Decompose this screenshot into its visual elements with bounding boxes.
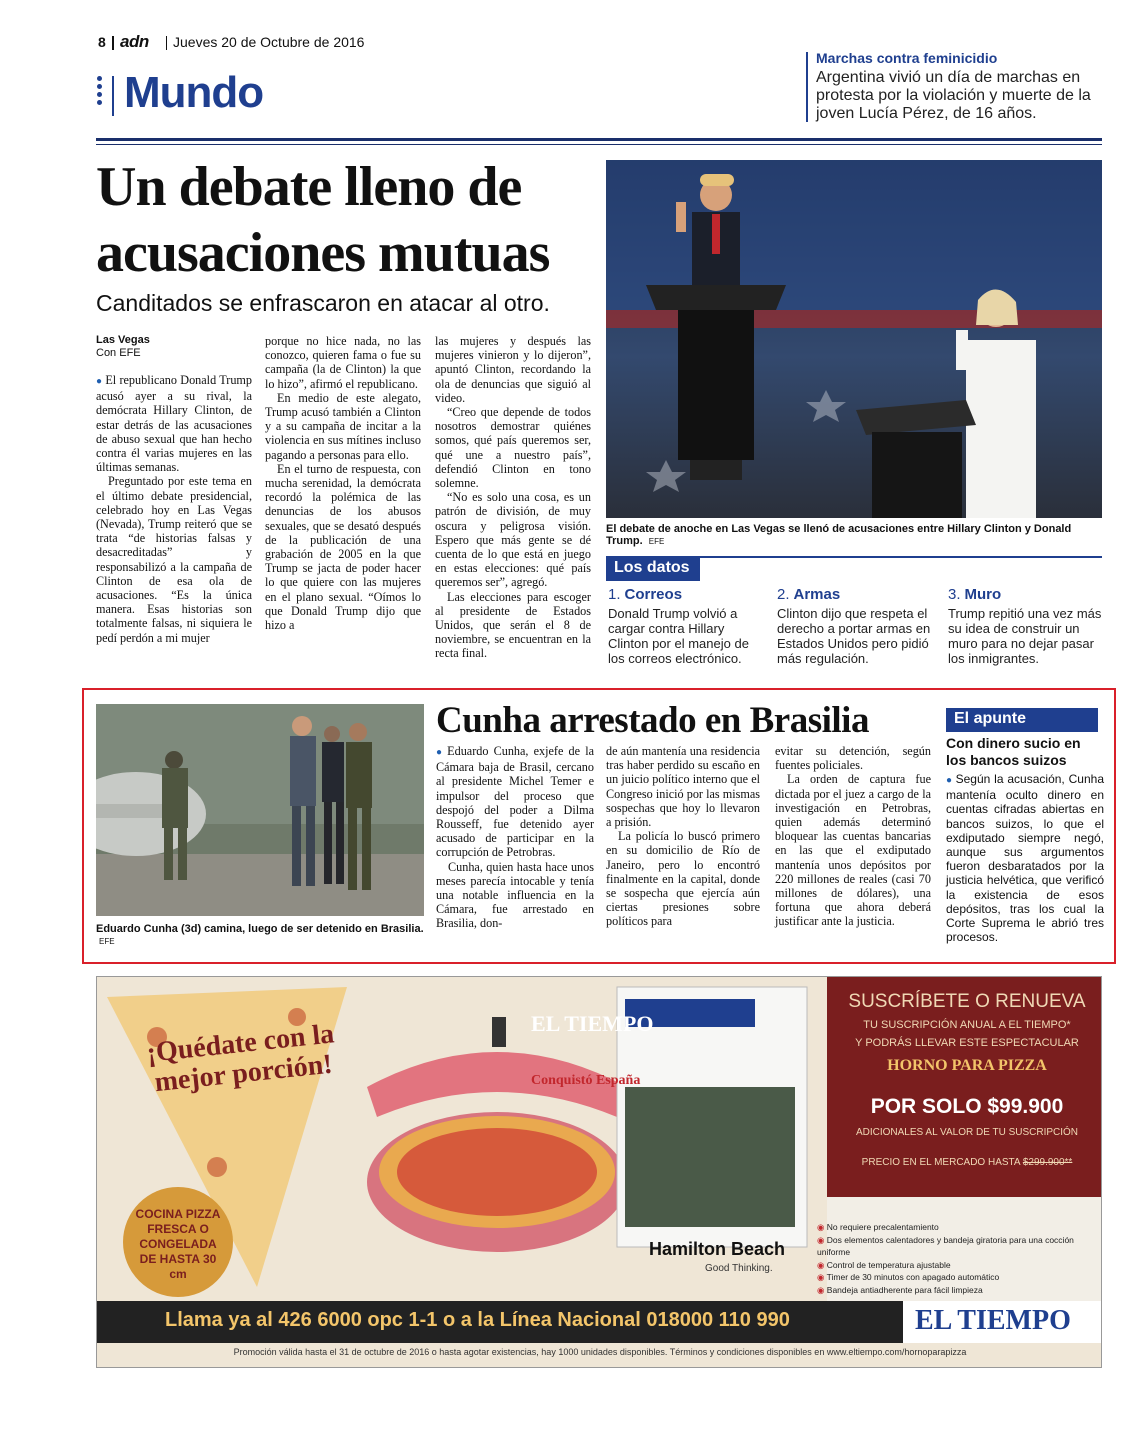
phone-line: Llama ya al 426 6000 opc 1-1 o a la Línea Nacional 018000 110 990 <box>165 1309 790 1331</box>
datos-label: Los datos <box>606 557 700 581</box>
article-column-2 <box>265 334 421 632</box>
product-brand: Hamilton Beach <box>649 1239 786 1259</box>
el-tiempo-logo: EL TIEMPO <box>915 1305 1071 1336</box>
cunha-photo-caption <box>96 923 426 947</box>
dato-number: 3. <box>948 586 961 603</box>
newspaper-masthead: EL TIEMPO <box>531 1011 654 1036</box>
cunha-column-3 <box>775 744 931 929</box>
offer-product: HORNO PARA PIZZA <box>887 1057 1047 1074</box>
paragraph: En el turno de respuesta, con mucha serenidad, la demócrata recordó la polémica de las denuncias de los abusos sexuales, que se desató después de la publicación de una grabación de 2005 en la que Trump se jacta de poder hacer lo que quiere con las mujeres en el plano sexual. “Oímos lo que Donald Trump dijo que hizo a <box>265 461 421 633</box>
headline-line1: Un debate lleno de <box>96 156 522 218</box>
apunte-body: Según la acusación, Cunha mantenía oculto dinero en cuentas cifradas abiertas en bancos suizos, lo que el exdiputado siempre negó, aunque sus argumentos fueron desbaratados por la justicia helvética, que verificó la existencia de esos depósitos, tras los cual la Corte Suprema le abrió tres procesos. <box>946 772 1104 945</box>
dato-title: Armas <box>793 586 841 603</box>
article-column-1 <box>96 373 252 645</box>
paragraph: Preguntado por este tema en el último debate presidencial, celebrado hoy en Las Vegas (Nevada), Trump reiteró que se trata “de historias falsas y desacreditadas” y responsabilizó a la campaña de Clinton de esa ola de acusaciones. “Es la única manera. Esas historias son totalmente falsas, ni siquiera le pedí perdón a mi mujer <box>96 474 252 645</box>
product-tagline: Good Thinking. <box>705 1263 773 1274</box>
section-rule-thin <box>96 144 1102 145</box>
offer-price: POR SOLO $99.900 <box>870 1095 1064 1118</box>
paragraph: La policía lo buscó primero en su domicilio de Río de Janeiro, pero lo encontró finalmente en la capital, donde se sospecha que ejercía aún ciertas presiones sobre políticos para <box>606 829 760 929</box>
caption-text: El debate de anoche en Las Vegas se llenó de acusaciones entre Hillary Clinton y Donald Trump. <box>606 523 1072 547</box>
legal-text: Promoción válida hasta el 31 de octubre de 2016 o hasta agotar existencias, hay 1000 unidades disponibles. Términos y condiciones disponibles en www.eltiempo.com/hornoparapizza <box>233 1347 967 1357</box>
paragraph: La orden de captura fue dictada por el juez a cargo de la investigación en Petrobras, quien además determinó bloquear las cuentas bancarias en las que el exdiputado mantenía unos depósitos por 220 millones de reales (casi 70 millones de dólares), una fortuna que ahora deberá justificar ante la justicia. <box>775 772 931 929</box>
teaser-title: Marchas contra feminicidio <box>816 50 998 66</box>
apunte-title: Con dinero sucio en los bancos suizos <box>946 735 1081 768</box>
feature-item: ◉ Bandeja antiadherente para fácil limpieza <box>817 1284 983 1295</box>
market-price <box>837 1157 1097 1168</box>
cunha-column-2 <box>606 744 760 929</box>
bullet-icon <box>946 772 956 786</box>
cunha-headline: Cunha arrestado en Brasilia <box>436 700 869 741</box>
page-number: 8 <box>98 34 106 50</box>
market-price-value: $299.900** <box>1022 1157 1073 1168</box>
debate-photo <box>606 160 1102 518</box>
divider <box>166 36 167 50</box>
dato-item-1 <box>608 586 764 666</box>
paragraph: evitar su detención, según fuentes policiales. <box>775 744 931 773</box>
apunte-text <box>946 772 1104 944</box>
dato-text: Trump repitió una vez más su idea de construir un muro para no dejar pasar los inmigrantes. <box>948 606 1102 666</box>
ad-badge: COCINA PIZZA FRESCA O CONGELADA DE HASTA 30 cm <box>123 1187 233 1297</box>
market-price-label: PRECIO EN EL MERCADO HASTA <box>861 1157 1021 1168</box>
paragraph: Las elecciones para escoger al presidente de Estados Unidos, que serán el 8 de noviembre, se encuentran en la recta final. <box>435 589 591 661</box>
feature-list <box>817 1221 1097 1297</box>
advertisement <box>96 976 1102 1368</box>
caption-text: Eduardo Cunha (3d) camina, luego de ser detenido en Brasilia. <box>96 923 424 935</box>
feature-item: ◉ No requiere precalentamiento <box>817 1222 939 1232</box>
feature-item: ◉ Dos elementos calentadores y bandeja giratoria para una cocción uniforme <box>817 1234 1074 1258</box>
section-rule <box>96 138 1102 141</box>
dato-title: Muro <box>964 586 1002 603</box>
teaser-rule <box>806 52 808 122</box>
dato-title: Correos <box>624 586 683 603</box>
newspaper-headline: Conquistó España <box>531 1073 641 1088</box>
paragraph: ● Eduardo Cunha, exjefe de la Cámara baja de Brasil, cercano al presidente Michel Temer e impulsor del proceso que despojó del poder a Dilma Rousseff, fue detenido ayer acusado de participar en la corrupción de Petrobras. <box>436 744 594 860</box>
dato-item-2 <box>777 586 935 666</box>
headline-line2: acusaciones mutuas <box>96 222 550 284</box>
paragraph: En medio de este alegato, Trump acusó también a Clinton y a su campaña de incitar a la violencia en sus mítines incluso pagando a personas para ello. <box>265 390 421 462</box>
paragraph: “No es solo una cosa, es un patrón de división, de muy oscura y peligrosa visión. Espero que más gente se dé cuenta de lo que está en juego en estas elecciones: qué país queremos ser”, agregó. <box>435 490 591 590</box>
paragraph: las mujeres y después las mujeres vinieron y lo dijeron”, apuntó Clinton, recordando la ola de denuncias que siguió al video. <box>435 334 591 405</box>
offer-line2: Y PODRÁS LLEVAR ESTE ESPECTACULAR <box>855 1037 1079 1049</box>
teaser-text: Argentina vivió un día de marchas en protesta por la violación y muerte de la joven Lucía Pérez, de 16 años. <box>816 69 1091 122</box>
photo-credit: EFE <box>648 537 665 546</box>
paragraph: ● El republicano Donald Trump acusó ayer a su rival, la demócrata Hillary Clinton, de estar detrás de las acusaciones de abuso sexual que han hecho contra él varias mujeres en las últimas semanas. <box>96 373 252 474</box>
dato-number: 1. <box>608 586 621 603</box>
divider <box>112 76 114 116</box>
apunte-label: El apunte <box>946 708 1098 732</box>
paragraph: porque no hice nada, no las conozco, quieren fama o fue su campaña (la de Clinton) la que lo hizo”, afirmó el republicano. <box>265 334 421 391</box>
debate-photo-caption <box>606 523 1106 547</box>
cunha-column-1 <box>436 744 594 931</box>
divider <box>112 36 114 50</box>
subheadline: Canditados se enfrascaron en atacar al otro. <box>96 290 550 316</box>
paragraph: de aún mantenía una residencia tras haber perdido su escaño en un juicio político interno que el Congreso inició por las mismas sospechas que hoy lo llevaron a prisión. <box>606 744 760 830</box>
dato-text: Clinton dijo que respeta el derecho a portar armas en Estados Unidos pero pidió más regulación. <box>777 606 931 666</box>
offer-price-note: ADICIONALES AL VALOR DE TU SUSCRIPCIÓN <box>855 1127 1079 1138</box>
offer-title: SUSCRÍBETE O RENUEVA <box>848 991 1086 1012</box>
agency: Con EFE <box>96 347 141 359</box>
offer-line1: TU SUSCRIPCIÓN ANUAL A EL TIEMPO* <box>863 1019 1071 1031</box>
dato-item-3 <box>948 586 1104 666</box>
issue-date: Jueves 20 de Octubre de 2016 <box>173 34 365 50</box>
feature-item: ◉ Timer de 30 minutos con apagado automático <box>817 1272 1000 1283</box>
article-column-3 <box>435 334 591 661</box>
photo-credit: EFE <box>99 937 115 946</box>
cunha-photo <box>96 704 424 916</box>
section-title: Mundo <box>124 68 264 117</box>
brand-logo: adn <box>120 32 149 51</box>
ad-slogan: ¡Quédate con la mejor porción! <box>145 1018 336 1099</box>
dato-text: Donald Trump volvió a cargar contra Hillary Clinton por el manejo de los correos electrónico. <box>608 606 749 666</box>
dato-number: 2. <box>777 586 790 603</box>
paragraph: Cunha, quien hasta hace unos meses parecía intocable y tenía una notable influencia en la Cámara, fue arrestado en Brasilia, don- <box>436 859 594 931</box>
section-dots-icon <box>97 76 103 116</box>
dateline: Las Vegas <box>96 334 150 346</box>
feature-item: ◉ Control de temperatura ajustable <box>817 1259 951 1270</box>
paragraph: “Creo que depende de todos nosotros demostrar quiénes somos, qué país queremos ser, qué une a nuestro país”, defendió Clinton en tono solemne. <box>435 405 591 491</box>
